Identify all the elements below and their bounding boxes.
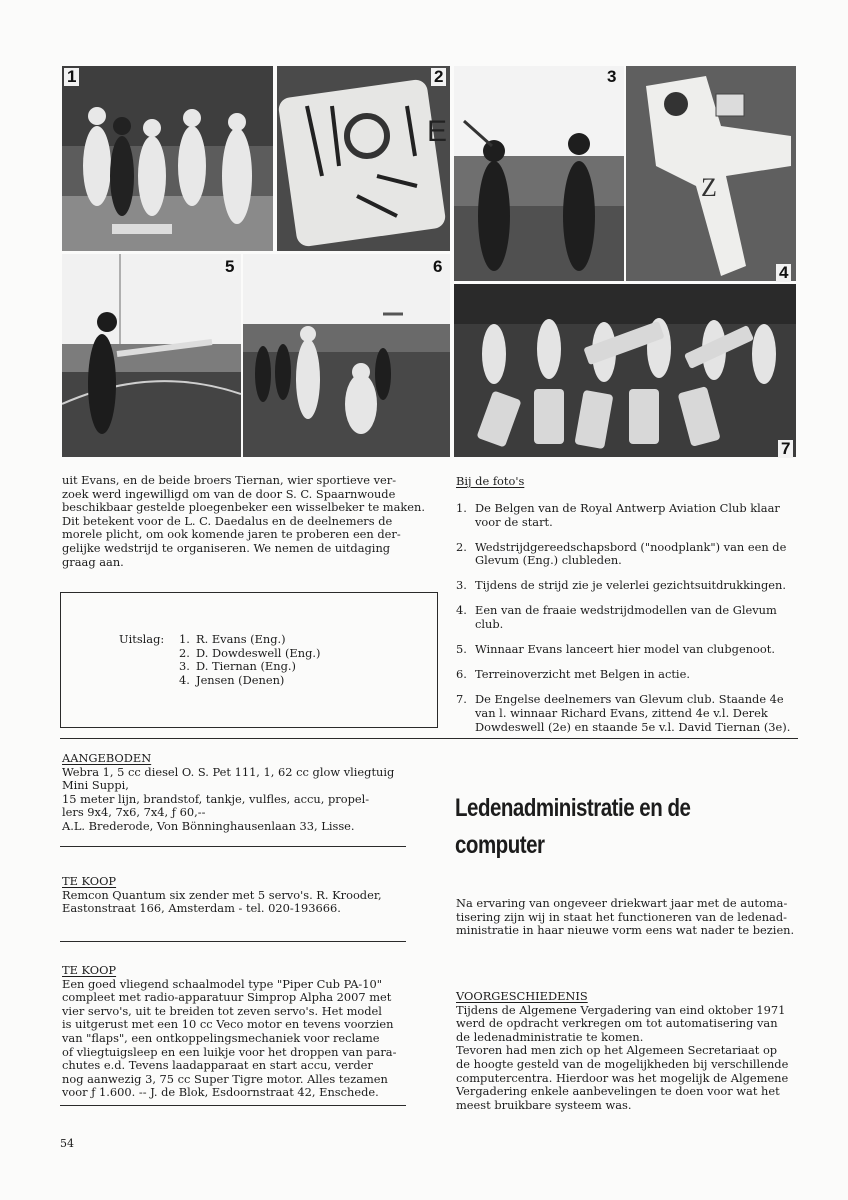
text-line: uit Evans, en de beide broers Tiernan, wier sportieve ver- <box>62 473 397 487</box>
text-line: gelijke wedstrijd te organiseren. We nemen de uitdaging <box>62 540 391 555</box>
article-section <box>456 990 801 1112</box>
photo-number: 1 <box>64 68 79 86</box>
text-line: Tevoren had men zich op het Algemeen Secretariaat op <box>456 1043 778 1058</box>
ad-line: chutes e.d. Tevens laadapparaat en start accu, verder <box>62 1058 373 1073</box>
article-intro <box>456 897 801 938</box>
text-line: Dit betekent voor de L. C. Daedalus en de deelnemers de <box>62 513 393 528</box>
result-label: Uitslag: <box>119 632 165 646</box>
ad-line: Een goed vliegend schaalmodel type "Piper Cub PA-10" <box>62 976 382 991</box>
caption-number: 7. <box>456 692 467 707</box>
caption-number: 3. <box>456 578 467 593</box>
text-line: ministratie in haar nieuwe vorm eens wat nader te bezien. <box>456 923 795 938</box>
model-plane-icon <box>626 66 796 281</box>
ad-divider <box>60 1105 406 1106</box>
text-line: de ledenadministratie te komen. <box>456 1029 644 1044</box>
ad-line: nog aanwezig 3, 75 cc Super Tigre motor. Alles tezamen <box>62 1071 388 1086</box>
article-title <box>455 790 690 864</box>
text-line: beschikbaar gestelde ploegenbeker een wisselbeker te maken. <box>62 500 425 515</box>
caption-text: Terreinoverzicht met Belgen in actie. <box>475 667 690 682</box>
photo-4 <box>626 66 796 281</box>
result-name: Jensen (Denen) <box>196 672 285 687</box>
caption-item <box>456 604 796 631</box>
result-row <box>119 647 320 661</box>
ad-line: A.L. Brederode, Von Bönninghausenlaan 33, Lisse. <box>62 818 355 833</box>
ad-line: 15 meter lijn, brandstof, tankje, vulfles, accu, propel- <box>62 791 370 806</box>
photo-1 <box>62 66 273 251</box>
caption-number: 1. <box>456 501 467 515</box>
caption-item <box>456 541 796 568</box>
captions-list <box>456 502 796 746</box>
text-line: computercentra. Hierdoor was het mogelijk de Algemene <box>456 1070 789 1085</box>
svg-text:Z: Z <box>701 173 717 202</box>
launch-icon <box>62 254 241 457</box>
caption-text: Een van de fraaie wedstrijdmodellen van de Glevum club. <box>475 603 777 632</box>
caption-number: 5. <box>456 642 467 657</box>
people-group-icon <box>62 66 273 251</box>
page-number: 54 <box>60 1137 74 1150</box>
text-line: Vergadering enkele aanbevelingen te doen voor wat het <box>456 1084 780 1099</box>
ad-line: Remcon Quantum six zender met 5 servo's. R. Krooder, <box>62 887 382 902</box>
caption-item <box>456 643 796 657</box>
section-heading: VOORGESCHIEDENIS <box>456 989 588 1003</box>
ad-line: voor ƒ 1.600. -- J. de Blok, Esdoornstraat 42, Enschede. <box>62 1085 379 1100</box>
text-line: de hoogte gesteld van de mogelijkheden bij verschillende <box>456 1056 789 1071</box>
ad-line: is uitgerust met een 10 cc Veco motor en tevens voorzien <box>62 1017 394 1032</box>
ad-line: compleet met radio-apparatuur Simprop Alpha 2007 met <box>62 990 392 1005</box>
photo-number: 3 <box>607 67 617 86</box>
text-line: Tijdens de Algemene Vergadering van eind oktober 1971 <box>456 1002 786 1017</box>
ad-title: TE KOOP <box>62 963 117 977</box>
ad-line: vier servo's, uit te breiden tot zeven servo's. Het model <box>62 1003 382 1018</box>
result-name: D. Tiernan (Eng.) <box>196 659 296 674</box>
result-row <box>119 633 320 647</box>
result-rank: 3. <box>179 659 190 674</box>
photo-6 <box>243 254 450 457</box>
text-line: morele plicht, om ook komende jaren te proberen een der- <box>62 527 401 542</box>
text-line: Na ervaring van ongeveer driekwart jaar met de automa- <box>456 896 788 910</box>
photo-3 <box>454 66 624 281</box>
caption-text: Tijdens de strijd zie je velerlei gezichtsuitdrukkingen. <box>475 578 786 593</box>
caption-number: 4. <box>456 603 467 618</box>
ad-divider <box>60 941 406 942</box>
caption-text: Wedstrijdgereedschapsbord ("noodplank") van een de Glevum (Eng.) clubleden. <box>475 539 787 568</box>
photo-number: 2 <box>431 68 446 86</box>
text-line: meest bruikbare systeem was. <box>456 1097 632 1112</box>
caption-item <box>456 579 796 593</box>
ad-offered <box>62 752 412 834</box>
photo-7 <box>454 284 796 457</box>
text-line: graag aan. <box>62 554 124 569</box>
result-list <box>119 633 320 687</box>
ad-line: van "flaps", een ontkoppelingsmechaniek voor reclame <box>62 1030 380 1045</box>
ad-title: TE KOOP <box>62 874 117 888</box>
text-line: zoek werd ingewilligd om van de door S. C. Spaarnwoude <box>62 486 396 501</box>
caption-number: 6. <box>456 667 467 682</box>
text-line: tisering zijn wij in staat het functioneren van de ledenad- <box>456 909 787 924</box>
article-title-line: Ledenadministratie en de <box>455 794 691 822</box>
result-rank: 1. <box>179 632 190 646</box>
ad-divider <box>60 846 406 847</box>
article-title-line: computer <box>455 831 545 859</box>
result-rank: 4. <box>179 672 190 687</box>
ad-for-sale-1 <box>62 875 412 916</box>
photo-number: 6 <box>430 258 445 276</box>
caption-text: De Engelse deelnemers van Glevum club. Staande 4e van l. winnaar Richard Evans, zittend 4e v.l. Derek Dowdeswell (2e) en staande 5e v.l. David Tiernan (3e). <box>475 692 791 734</box>
ad-line: lers 9x4, 7x6, 7x4, ƒ 60,-- <box>62 805 206 820</box>
ad-title: AANGEBODEN <box>62 751 152 765</box>
result-name: D. Dowdeswell (Eng.) <box>196 645 321 660</box>
section-divider <box>60 738 798 739</box>
result-row <box>119 674 320 688</box>
caption-text: De Belgen van de Royal Antwerp Aviation Club klaar voor de start. <box>475 501 780 529</box>
text-line: werd de opdracht verkregen om tot automatisering van <box>456 1016 778 1031</box>
ad-line: Eastonstraat 166, Amsterdam - tel. 020-193666. <box>62 901 341 916</box>
ad-line: Mini Suppi, <box>62 778 129 793</box>
photo-number: 5 <box>222 258 237 276</box>
caption-item <box>456 668 796 682</box>
caption-number: 2. <box>456 539 467 554</box>
caption-item <box>456 693 796 734</box>
photo-number: 4 <box>776 264 791 282</box>
field-overview-icon <box>243 254 450 457</box>
ad-line: of vliegtuigsleep en een luikje voor het droppen van para- <box>62 1044 397 1059</box>
svg-text:E: E <box>427 115 448 148</box>
toolboard-icon <box>277 66 450 251</box>
result-name: R. Evans (Eng.) <box>196 632 286 646</box>
photo-2 <box>277 66 450 251</box>
intro-paragraph <box>62 474 446 569</box>
caption-item <box>456 502 796 529</box>
photo-number: 7 <box>778 440 793 458</box>
result-rank: 2. <box>179 645 190 660</box>
team-with-models-icon <box>454 284 796 457</box>
photo-5 <box>62 254 241 457</box>
caption-text: Winnaar Evans lanceert hier model van clubgenoot. <box>475 642 775 657</box>
ad-line: Webra 1, 5 cc diesel O. S. Pet 111, 1, 62 cc glow vliegtuig <box>62 764 395 779</box>
result-row <box>119 660 320 674</box>
captions-heading: Bij de foto's <box>456 474 525 488</box>
pilots-icon <box>454 66 624 281</box>
result-box <box>60 592 438 728</box>
ad-for-sale-2 <box>62 964 412 1100</box>
